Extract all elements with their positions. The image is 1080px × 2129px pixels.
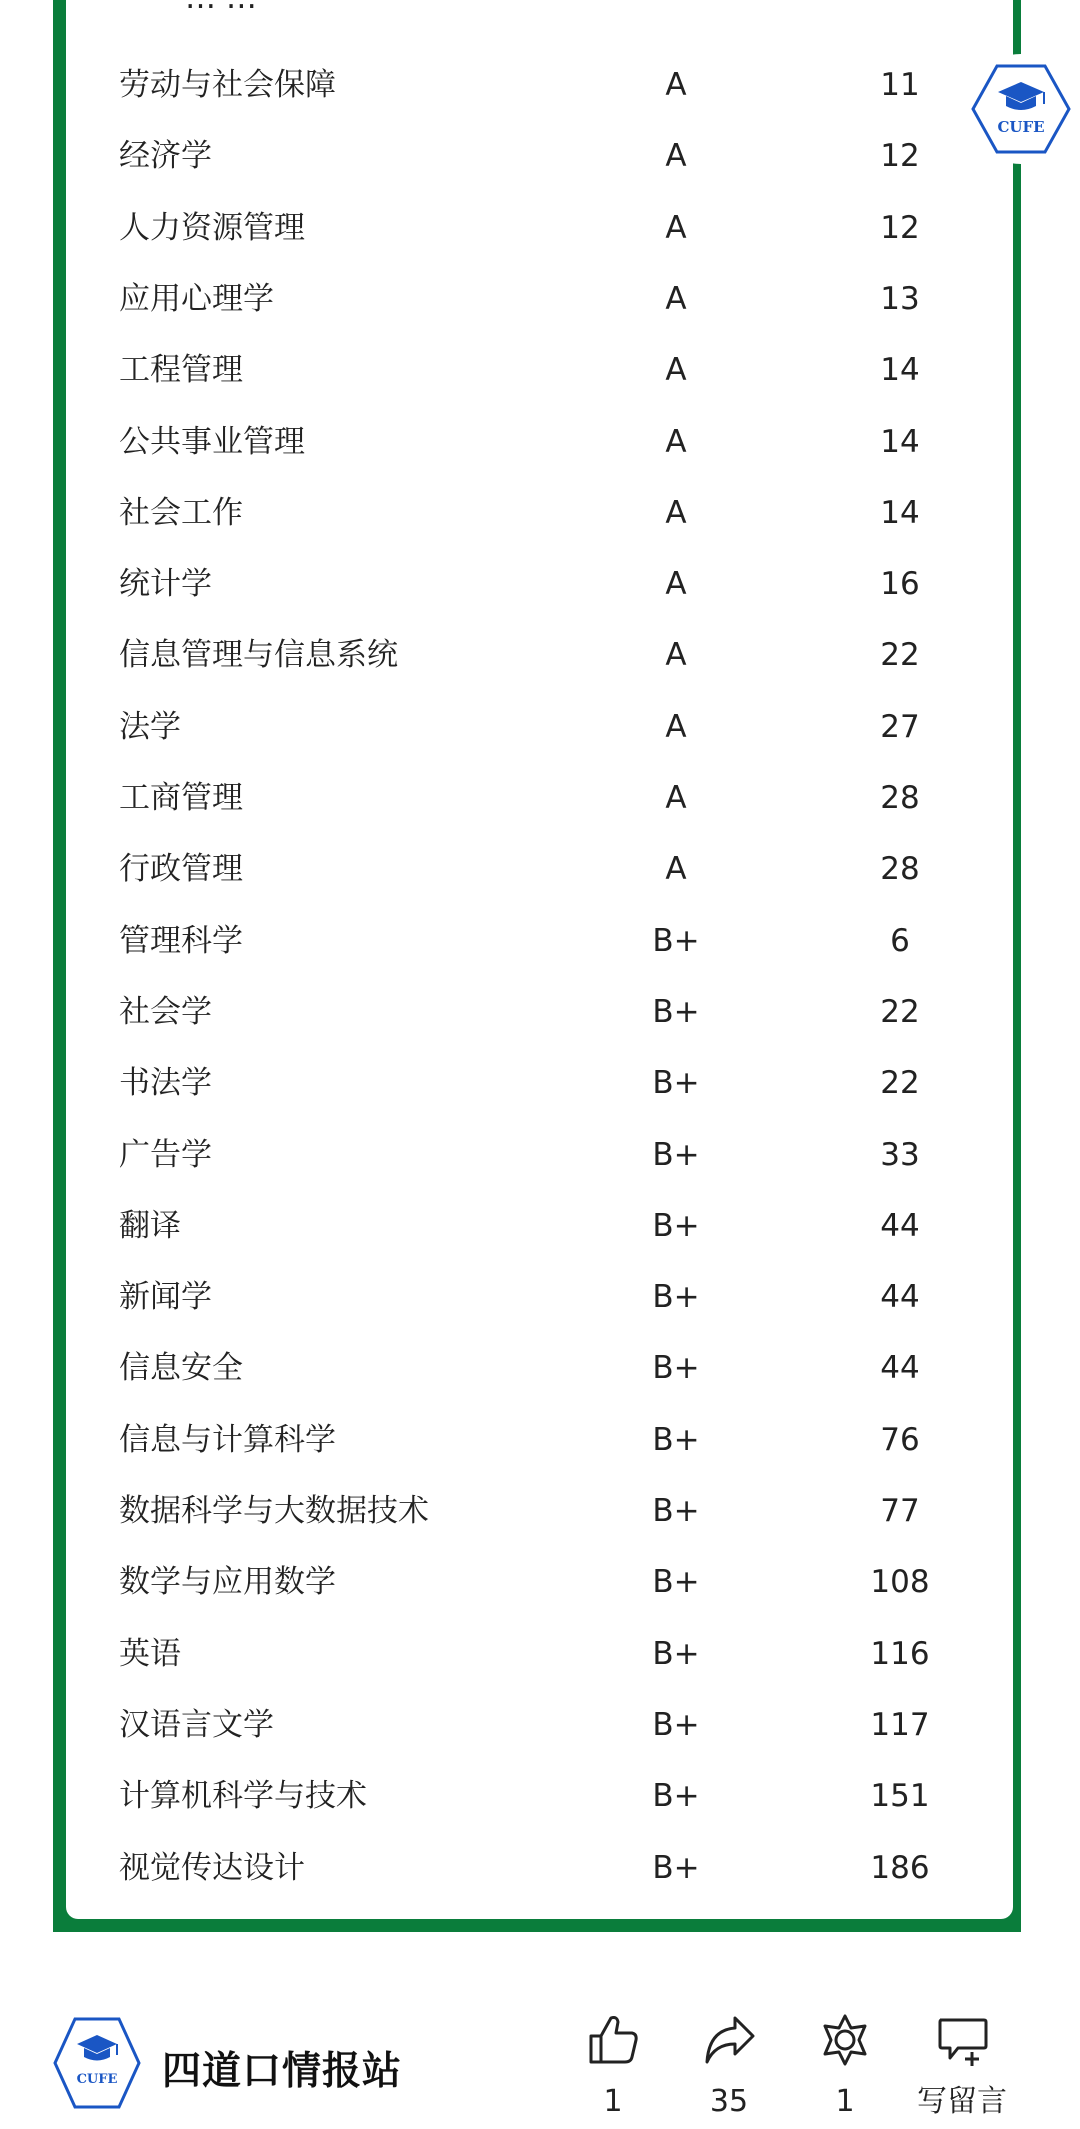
grade-cell: B+ (652, 1350, 700, 1387)
grade-cell: B+ (652, 1279, 700, 1316)
rank-cell: 22 (880, 993, 920, 1030)
rank-cell: 12 (880, 209, 920, 246)
rank-cell: 76 (880, 1421, 920, 1458)
rank-cell: 116 (870, 1635, 930, 1672)
grade-cell: B+ (652, 1421, 700, 1458)
major-cell: 信息安全 (119, 1350, 243, 1387)
table-row (66, 477, 1013, 549)
table-row (66, 1404, 1013, 1476)
grade-cell: B+ (652, 1493, 700, 1529)
grade-cell: B+ (652, 1065, 700, 1102)
table-row (66, 334, 1013, 406)
grade-cell: B+ (652, 993, 700, 1030)
table-row (66, 905, 1013, 977)
ranking-table (66, 0, 1013, 1919)
grade-cell: B+ (652, 1564, 700, 1601)
major-cell: 视觉传达设计 (119, 1849, 305, 1886)
comment-add-icon (934, 2012, 990, 2068)
major-cell: 信息管理与信息系统 (119, 637, 398, 674)
grade-cell: B+ (652, 1207, 700, 1244)
major-cell: 法学 (119, 708, 181, 745)
recommend-button[interactable] (790, 2012, 900, 2120)
rank-cell: 6 (890, 922, 910, 959)
table-row (66, 691, 1013, 763)
floating-badge[interactable] (966, 54, 1076, 164)
major-cell: 应用心理学 (119, 280, 274, 317)
major-cell: 数据科学与大数据技术 (119, 1493, 429, 1529)
table-row (66, 406, 1013, 478)
rank-cell: 44 (880, 1279, 920, 1316)
table-row (66, 1332, 1013, 1404)
rank-cell: 28 (880, 851, 920, 888)
rank-cell: 44 (880, 1350, 920, 1387)
cufe-logo-icon (53, 2013, 141, 2113)
grade-cell: B+ (652, 922, 700, 959)
flower-icon (817, 2012, 873, 2068)
major-cell: 人力资源管理 (119, 209, 305, 246)
badge-text: CUFE (997, 118, 1045, 136)
grade-cell: A (665, 138, 687, 175)
table-row (66, 263, 1013, 335)
logo-text: CUFE (76, 2072, 118, 2087)
rank-cell: 12 (880, 138, 920, 175)
grade-cell: B+ (652, 1635, 700, 1672)
rank-cell: 14 (880, 423, 920, 460)
rank-cell: 151 (870, 1778, 930, 1815)
table-row (66, 1689, 1013, 1761)
comment-button[interactable] (907, 2012, 1017, 2120)
major-cell: 汉语言文学 (119, 1706, 274, 1743)
rank-cell: 108 (870, 1564, 930, 1601)
table-row (66, 49, 1013, 121)
table-row (66, 192, 1013, 264)
table-row (66, 548, 1013, 620)
grade-cell: B+ (652, 1706, 700, 1743)
major-cell: 计算机科学与技术 (119, 1778, 367, 1815)
rank-cell: 186 (870, 1849, 930, 1886)
table-row (66, 833, 1013, 905)
grade-cell: A (665, 352, 687, 389)
table-row (66, 976, 1013, 1048)
account-avatar[interactable] (53, 2013, 141, 2113)
table-row (66, 1119, 1013, 1191)
major-cell: 工程管理 (119, 352, 243, 389)
grade-cell: A (665, 637, 687, 674)
cut-off-row-text (185, 0, 257, 16)
rank-cell: 28 (880, 780, 920, 816)
major-cell: 数学与应用数学 (119, 1564, 336, 1601)
table-row (66, 1475, 1013, 1547)
grade-cell: B+ (652, 1136, 700, 1173)
share-arrow-icon (701, 2012, 757, 2068)
grade-cell: A (665, 566, 687, 603)
major-cell: 社会学 (119, 993, 212, 1030)
grade-cell: A (665, 423, 687, 460)
like-count: 1 (603, 2084, 623, 2119)
like-button[interactable] (558, 2012, 668, 2120)
grade-cell: A (665, 280, 687, 317)
grade-cell: A (665, 851, 687, 888)
rank-cell: 77 (880, 1493, 920, 1529)
thumbs-up-icon (585, 2012, 641, 2068)
recommend-count: 1 (835, 2084, 855, 2119)
table-row (66, 120, 1013, 192)
rank-cell: 14 (880, 494, 920, 531)
table-row (66, 762, 1013, 834)
grade-cell: B+ (652, 1778, 700, 1815)
grade-cell: A (665, 209, 687, 246)
table-row (66, 1832, 1013, 1904)
major-cell: 信息与计算科学 (119, 1421, 336, 1458)
major-cell: 英语 (119, 1635, 181, 1672)
cufe-badge-icon (966, 54, 1076, 164)
rank-cell: 13 (880, 280, 920, 317)
rank-cell: 16 (880, 566, 920, 603)
table-row (66, 1047, 1013, 1119)
grade-cell: A (665, 708, 687, 745)
grade-cell: B+ (652, 1849, 700, 1886)
major-cell: 管理科学 (119, 922, 243, 959)
major-cell: 行政管理 (119, 851, 243, 888)
table-row (66, 1190, 1013, 1262)
major-cell: 经济学 (119, 138, 212, 175)
share-count: 35 (709, 2084, 749, 2119)
major-cell: 工商管理 (119, 780, 243, 816)
account-name[interactable]: 四道口情报站 (162, 2049, 403, 2094)
major-cell: 社会工作 (119, 494, 243, 531)
rank-cell: 117 (870, 1706, 930, 1743)
rank-cell: 22 (880, 1065, 920, 1102)
major-cell: 统计学 (119, 566, 212, 603)
major-cell: 新闻学 (119, 1279, 212, 1316)
table-row (66, 1618, 1013, 1690)
grade-cell: A (665, 780, 687, 816)
rank-cell: 22 (880, 637, 920, 674)
table-row (66, 1261, 1013, 1333)
rank-cell: 44 (880, 1207, 920, 1244)
rank-cell: 14 (880, 352, 920, 389)
major-cell: 书法学 (119, 1065, 212, 1102)
grade-cell: A (665, 494, 687, 531)
table-row (66, 619, 1013, 691)
major-cell: 翻译 (119, 1207, 181, 1244)
rank-cell: 11 (880, 67, 920, 103)
rank-cell: 27 (880, 708, 920, 745)
comment-label: 写留言 (917, 2084, 1007, 2119)
major-cell: 公共事业管理 (119, 423, 305, 460)
table-row (66, 1760, 1013, 1832)
share-button[interactable] (674, 2012, 784, 2120)
grade-cell: A (665, 67, 687, 103)
major-cell: 广告学 (119, 1136, 212, 1173)
rank-cell: 33 (880, 1136, 920, 1173)
major-cell: 劳动与社会保障 (119, 67, 336, 103)
table-row (66, 1546, 1013, 1618)
